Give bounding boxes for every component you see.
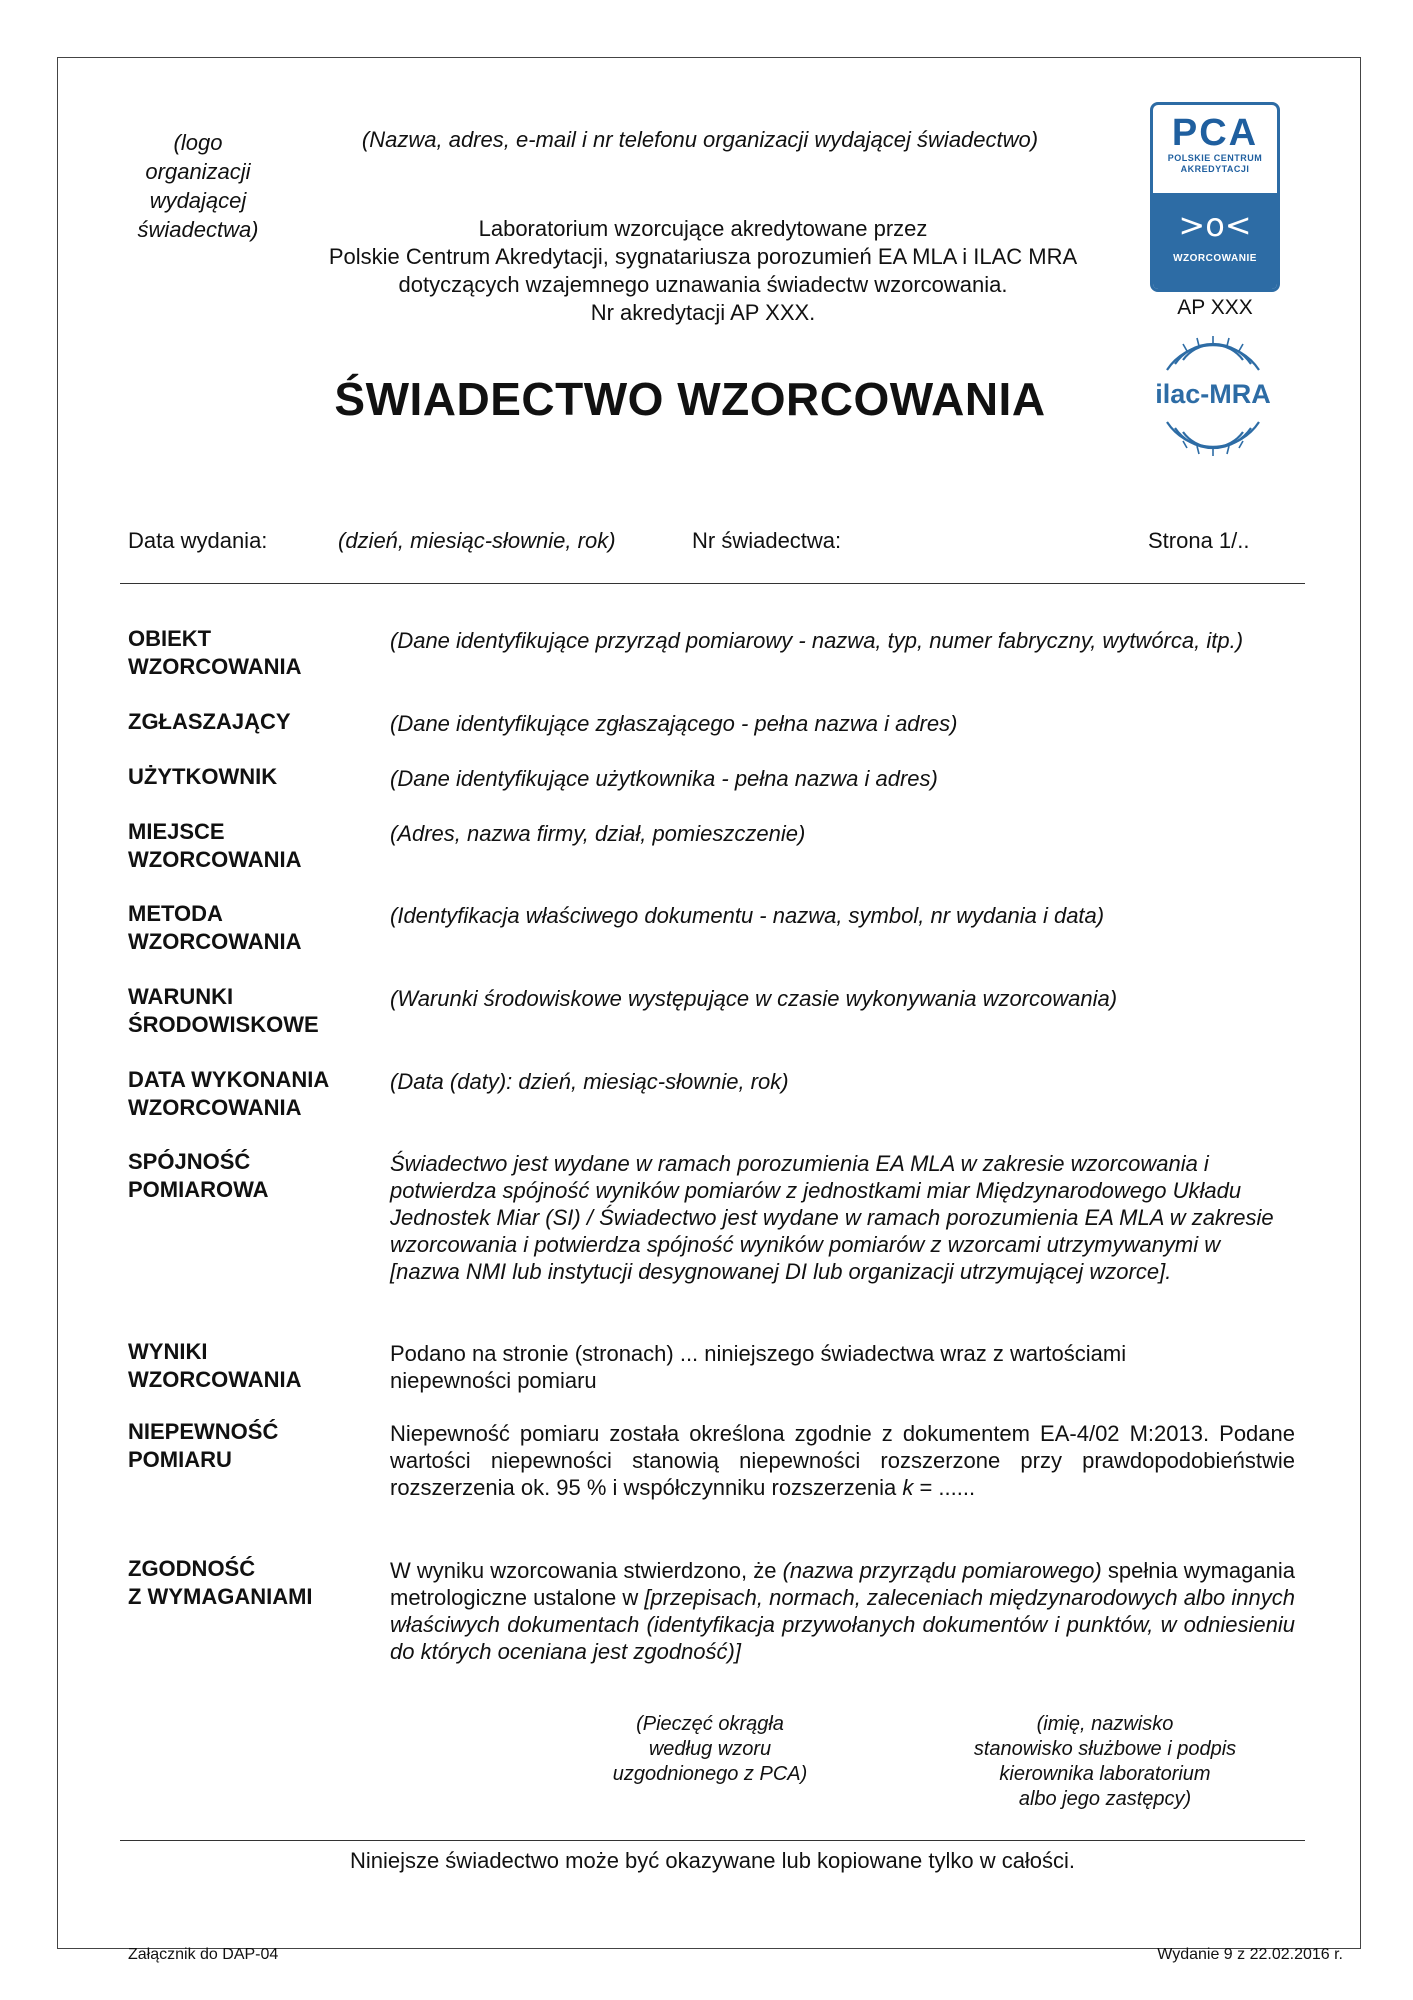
row-label-user: UŻYTKOWNIK [128,764,278,789]
logo-placeholder: (logo organizacji wydającej świadectwa) [137,130,259,242]
accreditation-line: Laboratorium wzorcujące akredytowane przez [478,216,928,241]
row-value-traceability: Świadectwo jest wydane w ramach porozumienia EA MLA w zakresie wzorcowania i potwierdza spójność wyników pomiarów z jednostkami miar Międzynarodowego Układu Jednostek Miar (SI) / Świadectwo jest wydane w ramach porozumienia EA MLA w zakresie wzorcowania i potwierdza spójność wyników pomiarów z wzorcami utrzymywanymi w [nazwa NMI lub instytucji desygnowanej DI lub organizacji utrzymującej wzorce]. [390,1151,1274,1284]
footer-divider [120,1840,1305,1841]
row-value-conformity: W wyniku wzorcowania stwierdzono, że (nazwa przyrządu pomiarowego) spełnia wymagania metrologiczne ustalone w [przepisach, normach, zaleceniach międzynarodowych albo innych właściwych dokumentach (identyfikacja przywołanych dokumentów i punktów, w odniesieniu do których oceniana jest zgodność)] [390,1558,1295,1664]
certificate-number-label: Nr świadectwa: [692,528,842,553]
issue-date-value: (dzień, miesiąc-słownie, rok) [338,528,616,553]
pca-logo-subtitle: AKREDYTACJI [1180,164,1250,174]
row-value-calibration-date: (Data (daty): dzień, miesiąc-słownie, rok) [390,1069,789,1094]
pca-logo-calibration-label: WZORCOWANIE [1173,253,1257,264]
pca-logo-letters: PCA [1171,112,1259,154]
row-value-user: (Dane identyfikujące użytkownika - pełna nazwa i adres) [390,766,938,791]
row-value-method: (Identyfikacja właściwego dokumentu - nazwa, symbol, nr wydania i data) [390,903,1105,928]
row-value-uncertainty: Niepewność pomiaru została określona zgodnie z dokumentem EA-4/02 M:2013. Podane wartości niepewności stanowią niepewności rozszerzone przy prawdopodobieństwie rozszerzenia ok. 95 % i współczynniku rozszerzenia k = ...... [390,1421,1295,1500]
row-value-results: Podano na stronie (stronach) ... niniejszego świadectwa wraz z wartościami niepewności pomiaru [390,1341,1127,1393]
header-divider [120,583,1305,584]
ilac-mra-logo [1147,330,1279,462]
annex-reference: Załącznik do DAP-04 [128,1946,279,1963]
pca-logo-subtitle: POLSKIE CENTRUM [1167,153,1263,163]
accreditation-code: AP XXX [1177,296,1253,319]
row-label-conformity: ZGODNOŚĆ Z WYMAGANIAMI [128,1556,313,1609]
stamp-placeholder: (Pieczęć okrągła według wzoru uzgodnionego z PCA) [612,1713,808,1785]
row-label-calibration-date: DATA WYKONANIA WZORCOWANIA [128,1067,330,1120]
document-title: ŚWIADECTWO WZORCOWANIA [334,373,1046,425]
ilac-mra-text: ilac-MRA [1155,379,1271,409]
row-label-method: METODA WZORCOWANIA [128,901,302,954]
accreditation-line: Polskie Centrum Akredytacji, sygnatariusza porozumień EA MLA i ILAC MRA [328,244,1078,269]
row-label-location: MIEJSCE WZORCOWANIA [128,819,302,872]
organization-placeholder: (Nazwa, adres, e-mail i nr telefonu organizacji wydającej świadectwo) [361,127,1039,152]
row-label-conditions: WARUNKI ŚRODOWISKOWE [128,984,319,1037]
copy-notice: Niniejsze świadectwo może być okazywane lub kopiowane tylko w całości. [349,1848,1076,1873]
row-value-location: (Adres, nazwa firmy, dział, pomieszczenie) [390,821,806,846]
row-label-object: OBIEKT WZORCOWANIA [128,626,302,679]
accreditation-number: Nr akredytacji AP XXX. [590,300,816,325]
row-value-applicant: (Dane identyfikujące zgłaszającego - pełna nazwa i adres) [390,711,958,736]
row-label-traceability: SPÓJNOŚĆ POMIAROWA [128,1149,269,1202]
row-value-conditions: (Warunki środowiskowe występujące w czasie wykonywania wzorcowania) [390,986,1118,1011]
row-label-results: WYNIKI WZORCOWANIA [128,1339,302,1392]
page-number: Strona 1/.. [1148,528,1250,553]
pca-calibration-icon: >o< [1178,206,1252,244]
edition-info: Wydanie 9 z 22.02.2016 r. [1157,1946,1343,1963]
accreditation-statement [278,215,1128,327]
manager-signature-placeholder: (imię, nazwisko stanowisko służbowe i podpis kierownika laboratorium albo jego zastępcy) [973,1713,1237,1810]
row-value-object: (Dane identyfikujące przyrząd pomiarowy - nazwa, typ, numer fabryczny, wytwórca, itp.) [390,628,1244,653]
pca-logo [1150,102,1280,292]
accreditation-line: dotyczących wzajemnego uznawania świadectw wzorcowania. [398,272,1008,297]
row-label-uncertainty: NIEPEWNOŚĆ POMIARU [128,1419,279,1472]
issue-date-label: Data wydania: [128,528,268,553]
row-label-applicant: ZGŁASZAJĄCY [128,709,291,734]
